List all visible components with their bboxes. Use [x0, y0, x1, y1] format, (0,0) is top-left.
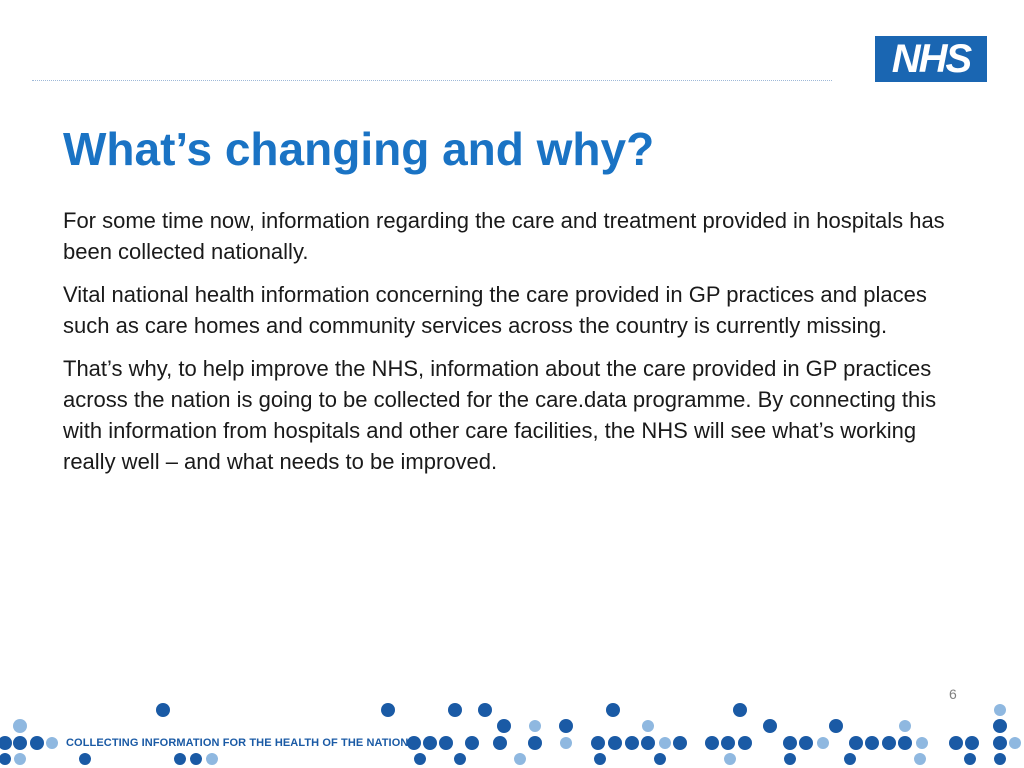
nhs-logo [875, 36, 987, 82]
footer-dot [733, 703, 747, 717]
footer-dot [13, 719, 27, 733]
footer-dot [949, 736, 963, 750]
footer-dot [529, 720, 541, 732]
footer-dot [407, 736, 421, 750]
footer-dot [448, 703, 462, 717]
footer-dot [528, 736, 542, 750]
footer-dot [174, 753, 186, 765]
footer-dot [439, 736, 453, 750]
footer-dot [30, 736, 44, 750]
footer-dot [738, 736, 752, 750]
footer-dot [724, 753, 736, 765]
footer-dot [454, 753, 466, 765]
footer-dot [414, 753, 426, 765]
footer-dot [642, 720, 654, 732]
footer-dot [916, 737, 928, 749]
footer-dot [705, 736, 719, 750]
footer-dot [763, 719, 777, 733]
footer-dot [560, 737, 572, 749]
page-number: 6 [949, 686, 957, 702]
footer-dot [965, 736, 979, 750]
footer-dot [190, 753, 202, 765]
footer-dot [381, 703, 395, 717]
footer-dot [0, 753, 11, 765]
footer-dot [13, 736, 27, 750]
footer-dot [591, 736, 605, 750]
footer-dot [14, 753, 26, 765]
footer-dot [608, 736, 622, 750]
footer-dot [514, 753, 526, 765]
footer-dot [721, 736, 735, 750]
footer-dot [46, 737, 58, 749]
footer-dot [844, 753, 856, 765]
footer-dot [817, 737, 829, 749]
nhs-logo-text: NHS [891, 37, 971, 81]
footer-dot [914, 753, 926, 765]
footer-dot [964, 753, 976, 765]
footer-dot [654, 753, 666, 765]
footer-dot [641, 736, 655, 750]
footer-dot [1009, 737, 1021, 749]
paragraph-1: For some time now, information regarding the care and treatment provided in hospitals has been collected nationally. [63, 208, 945, 264]
footer-dot [829, 719, 843, 733]
footer-dot [594, 753, 606, 765]
footer-dot [784, 753, 796, 765]
footer-dot [493, 736, 507, 750]
top-divider [32, 80, 832, 81]
footer-dot-pattern [0, 695, 1024, 768]
footer-dot [156, 703, 170, 717]
footer-dot [799, 736, 813, 750]
footer-dot [206, 753, 218, 765]
footer-dot [497, 719, 511, 733]
paragraph-2: Vital national health information concerning the care provided in GP practices and places such as care homes and community services across the country is currently missing. [63, 282, 927, 338]
footer-dot [993, 736, 1007, 750]
footer-dot [625, 736, 639, 750]
footer-dot [465, 736, 479, 750]
footer-dot [783, 736, 797, 750]
footer-dot [659, 737, 671, 749]
footer-dot [993, 719, 1007, 733]
footer-dot [673, 736, 687, 750]
body-text [63, 205, 963, 489]
footer-dot [994, 704, 1006, 716]
footer-dot [882, 736, 896, 750]
footer-dot [865, 736, 879, 750]
footer-dot [994, 753, 1006, 765]
paragraph-3: That’s why, to help improve the NHS, information about the care provided in GP practices across the nation is going to be collected for the care.data programme. By connecting this with information from hospitals and other care facilities, the NHS will see what’s working really well – and what needs to be improved. [63, 356, 937, 474]
footer-dot [559, 719, 573, 733]
page-title: What’s changing and why? [63, 123, 655, 175]
footer-label: COLLECTING INFORMATION FOR THE HEALTH OF THE NATION [66, 737, 409, 749]
footer-dot [606, 703, 620, 717]
footer-dot [478, 703, 492, 717]
footer-dot [899, 720, 911, 732]
footer-dot [849, 736, 863, 750]
footer-dot [79, 753, 91, 765]
footer-dot [0, 736, 12, 750]
footer-dot [423, 736, 437, 750]
footer-dot [898, 736, 912, 750]
